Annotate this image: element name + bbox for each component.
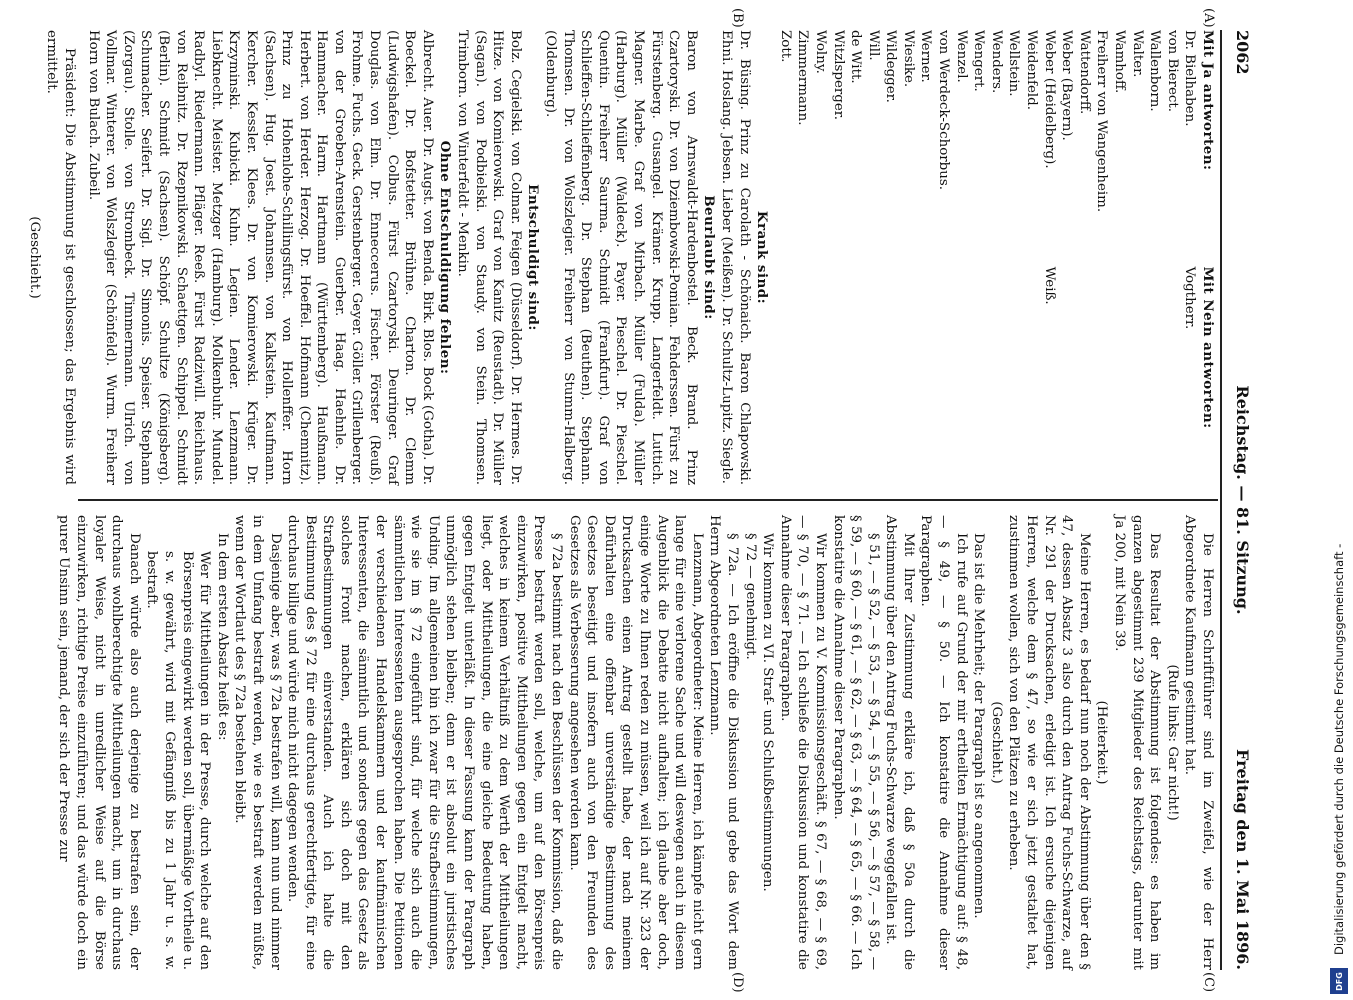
paragraph: Wir kommen zu VI. Straf- und Schlußbestimmungen. (760, 533, 776, 892)
margin-mark-a: (A) (1201, 8, 1216, 28)
name-entry (1128, 267, 1146, 485)
name-entry: Wolny. (812, 30, 828, 74)
dfg-logo: DFG (1330, 968, 1348, 994)
stage-direction: (Geschieht.) (988, 701, 1004, 784)
page-header (1228, 30, 1252, 970)
nein-list (776, 267, 1216, 485)
speech: Danach würde also auch derjenige zu bestrafen sein, der durchaus wohlberechtigte Mittheilungen macht, um in durchaus loyaler Weise, nicht in unredlicher Weise auf die Börse einzuwirken, richtige Preise einzuführen; und das würde doch ein purer Unsinn sein, jemand, der sich der Presse zur (56, 515, 142, 970)
header-rule (1220, 30, 1222, 970)
speech: § 72a bestimmt nach den Beschlüssen der Kommission, daß die Presse bestraft werden soll, welche, um auf den Börsenpreis einzuwirken, positive Mittheilungen gegen ein Entgelt macht, welches in keinem Verhältniß zu dem Werth der Mittheilungen liegt, oder Mittheilungen, die eine gleiche Bedeutung haben, gegen Entgelt unterläßt. In dieser Fassung kann der Paragraph unmöglich stehen bleiben; denn er ist absolut ein juristisches Unding. Im allgemeinen bin ich zwar für die Strafbestimmungen, wie sie im § 72 eingeführt sind, für welche sich auch die sämmtlichen Interessenten ausgesprochen haben. Die Petitionen der verschiedenen Handelskammern und der kaufmännischen Interessenten, die sämmtlich und sonders gegen das Gesetz als solches Front machen, erklären sich doch mit den Strafbestimmungen einverstanden. Auch ich halte die Bestimmung des § 72 für eine durchaus gerechtfertigte, für eine durchaus billige und würde mich nicht dagegen wenden. (285, 515, 565, 970)
name-entry: Wattendorff. (1076, 30, 1092, 115)
name-entry (1075, 267, 1093, 485)
speech: In dem ersten Absatz heißt es: (214, 533, 230, 741)
name-entry: Zott. (777, 30, 793, 63)
name-entry: Walter. (1129, 30, 1145, 78)
name-entry: Will. (865, 30, 881, 61)
left-column (25, 30, 1216, 485)
page-number: 2062 (1233, 30, 1252, 75)
stage-direction: (Rufe links: Gar nicht!) (1164, 664, 1180, 821)
stage-direction: (Heiterkeit.) (1094, 700, 1110, 785)
rotated-page (10, 0, 1300, 1000)
krank-list: Dr. Büsing. Prinz zu Carolath - Schönaich. Baron Chlapowski. Ehni. Hoslang. Jebsen. Lieber (Meißen). Dr. Schultz-Lupitz. Siegle. (718, 30, 752, 485)
margin-mark-d: (D) (730, 972, 745, 993)
quotation: Wer für Mittheilungen in der Presse, durch welche auf den Börsenpreis eingewirkt werden soll, übermäßige Vortheile u. s. w. gewährt, wird mit Gefängniß bis zu 1 Jahr u. s. w. bestraft. (144, 551, 213, 970)
name-entry: von Bierect. (1164, 30, 1180, 113)
ohne-heading: Ohne Entschuldigung fehlen: (437, 140, 454, 375)
page-title: Reichstag. — 81. Sitzung. (1233, 385, 1252, 615)
entschuldigt-list: Bolz. Cegielski. von Colmar. Feigen (Düsseldorf). Dr. Hermes. Dr. Hitze. von Komierowski. Graf von Kanitz (Reustadt). Dr. Müller (Sagan). von Podbielski. von Staudy. von Stein. Thomsen. Trimborn. von Winterfeldt - Menkin. (455, 30, 523, 485)
digitization-footer (1328, 0, 1350, 1000)
president-statement: Präsident: Die Abstimmung ist geschlossen; das Ergebnis wird ermittelt. (44, 30, 77, 485)
name-entry: de Witt. (848, 30, 864, 84)
paragraph: § 51, — § 52, — § 53, — § 54, — § 55, — § 56, — § 57, — § 58, — § 59, — § 60, — § 61, — § 62, — § 63, — § 64, — § 65, — § 66. — Ich konstatire die Annahme dieser Paragraphen. (830, 515, 881, 970)
name-entry (1093, 267, 1111, 485)
name-entry: Witzlsperger. (830, 30, 846, 120)
name-entry: Freiherr von Wangenheim. (1094, 30, 1110, 213)
paragraph: Das Resultat der Abstimmung ist folgendes: es haben im ganzen abgestimmt 239 Mitglieder des Reichstags, darunter mit Ja 200, mit Nein 39. (1112, 515, 1163, 970)
paragraph: § 72a. — Ich eröffne die Diskussion und gebe das Wort dem Herrn Abgeordneten Lenzmann. (707, 515, 740, 970)
paragraph: Meine Herren, es bedarf nun noch der Abstimmung über den § 47, dessen Absatz 3 also durch den Antrag Fuchs-Schwarze, auf Nr. 291 der Drucksachen, erledigt ist. Ich ersuche diejenigen Herren, welche dem § 47, so wie er sich jetzt gestaltet hat, zustimmen wollen, sich von den Plätzen zu erheben. (1006, 515, 1092, 970)
paragraph: Mit Ihrer Zustimmung erkläre ich, daß § 50a durch die Abstimmung über den Antrag Fuchs-Schwarze weggefallen ist. (883, 515, 916, 970)
name-entry (1146, 267, 1164, 485)
name-entry: Wenders. (988, 30, 1004, 94)
name-entry: Vogtherr. (1182, 266, 1198, 330)
paragraph: Das ist die Mehrheit; der Paragraph ist so angenommen. (971, 533, 987, 919)
beurlaubt-list: Baron von Arnswaldt-Hardenbostel. Beck. Brand. Prinz Czartoryski. Dr. von Dziembowski-Pomian. Fehderssen. Fürst zu Fürstenberg. Gusangel. Krämer. Krupp. Langerfeldt. Luttich. Magner. Marbe. Graf von Mirbach. Müller (Fulda). Müller (Harburg). Müller (Waldeck). Payer. Pieschel. Dr. Pieschel. Quentin. Freiherr Saurma. Schmidt (Frankfurt). Graf von Schlieffen-Schlieffenberg. Dr. Stephan (Beuthen). Stephann. Thomsen. Dr. von Wolszlegier. Freiherr von Stumm-Halberg. (Oldenburg). (543, 30, 699, 485)
name-entry: Wildegger. (883, 30, 899, 103)
name-entry: Wengert. (971, 30, 987, 92)
stage-direction: (Geschieht.) (26, 216, 42, 299)
paragraph: Die Herren Schriftführer sind im Zweifel, wie der Herr Abgeordnete Kaufmann gestimmt hat. (1182, 515, 1215, 970)
ja-names (776, 30, 1198, 248)
name-entry: Werner. (918, 30, 934, 83)
column-divider (78, 499, 1218, 501)
right-column (55, 515, 1216, 970)
paragraph: § 72 — genehmigt. (742, 533, 758, 660)
paragraph: Ich rufe auf Grund der mir ertheilten Ermächtigung auf: § 48, — § 49, — § 50. — Ich konstatire die Annahme dieser Paragraphen. (918, 515, 969, 970)
name-entry: Weidenfeld. (1024, 30, 1040, 110)
ja-list (776, 30, 1216, 248)
name-entry: Weber (Heidelberg). (1041, 30, 1057, 169)
entschuldigt-heading: Entschuldigt sind: (525, 184, 542, 331)
name-entry (1163, 267, 1181, 485)
name-entry (1110, 267, 1128, 485)
speech: Dasjenige aber, was § 72a bestrafen will, kann nun und nimmer in dem Umfang bestraft werden, wie es bestraft werden müßte, wenn der Wortlaut des § 72a bestehen bleibt. (232, 515, 283, 970)
name-entry: Dr. Bielhaben. (1182, 30, 1198, 127)
margin-mark-c: (C) (1201, 972, 1216, 993)
nein-heading: Mit Nein antworten: (1200, 266, 1216, 429)
name-entry: Weber (Bayern). (1059, 30, 1075, 141)
name-entry: Wiesike. (900, 30, 916, 88)
name-entry: Wamhoff. (1112, 30, 1128, 94)
speech: Lenzmann, Abgeordneter: Meine Herren, ich kämpfe nicht gern lange für eine verlorene Sache und will deswegen auch in diesem Augenblick die Debatte nicht aufhalten; ich glaube aber doch, einige Worte zu Ihnen reden zu müssen, weil ich auf Nr. 323 der Drucksachen einen Antrag gestellt habe, der nach meinem Dafürhalten eine offenbar unverständige Bestimmung des Gesetzes beseitigt und insofern auch von den Freunden des Gesetzes als Verbesserung angesehen werden kann. (566, 515, 705, 970)
session-date: Freitag den 1. Mai 1896. (1233, 749, 1252, 970)
name-entry (1058, 267, 1076, 485)
vote-lists (776, 30, 1216, 485)
name-entry: Wenzel. (953, 30, 969, 83)
margin-mark-b: (B) (730, 8, 745, 28)
krank-heading: Krank sind: (754, 210, 771, 305)
digitization-note: Digitalisierung gefördert durch die Deutsche Forschungsgemeinschaft - (1332, 543, 1346, 955)
name-entry: Zimmermann. (795, 30, 811, 126)
ja-heading: Mit Ja antworten: (1200, 30, 1216, 171)
name-entry: Wallenborn. (1147, 30, 1163, 112)
beurlaubt-heading: Beurlaubt sind: (701, 195, 718, 320)
paragraph: Wir kommen zu V. Kommissionsgeschäft. § 67, — § 68, — § 69, — § 70, — § 71. — Ich schließe die Diskussion und konstatire die Annahme dieser Paragraphen. (777, 515, 828, 970)
name-entry: Wellstein. (1006, 30, 1022, 97)
name-entry: Weiß. (1041, 266, 1057, 305)
nein-names (1040, 267, 1198, 485)
name-entry: von Werdeck-Schorbus. (936, 30, 952, 190)
ohne-list: Albrecht. Auer. Dr. Augst. von Benda. Birk. Blos. Bock (Gotha). Dr. Boeckel. Dr. Bofstetter. Brühne. Charton. Dr. Clemm (Ludwigshafen). Colbus. Fürst Czartoryski. Deuringer. Graf Douglas. von Elm. Dr. Enneccerus. Fischer. Förster (Reuß). Frohme. Fuchs. Geck. Gerstenberger. Geyer. Göller. Grillenberger. von der Groeben-Arenstein. Guerber. Haag. Haehnle. Dr. Hammacher. Harm. Hartmann (Württemberg). Haußmann. Herbert. von Herder. Herzog. Dr. Hoeffel. Hofmann (Chemnitz). Prinz zu Hohenlohe-Schillingsfürst. von Hollenffer. Horn (Sachsen). Hug. Joest. Johannsen. von Kalkstein. Kaufmann. Kercher. Kessler. Klees. Dr. von Komierowski. Krüger. Dr. Krzyminski. Kubicki. Kuhn. Legien. Lender. Lenzmann. Liebknecht. Meister. Metzger (Hamburg). Molkenbuhr. Mundel. Radbyl. Riedermann. Pfläger. Reeß. Fürst Radziwill. Reichhaus. von Reibnitz. Dr. Rzepnikowski. Schaettgen. Schippel. Schmidt (Berlin). Schmidt (Sachsen). Schöpf. Schultze (Königsberg). Schumacher. Seifert. Dr. Sigl. Dr. Simonis. Speiser. Stephann (Zorgau). Stolle. von Strombeck. Timmermann. Ulrich. von Vollmar. Winterer. von Wolszlegier (Schönfeld). Wurm. Freiherr Horn von Bulach. Zubeil. (85, 30, 435, 485)
